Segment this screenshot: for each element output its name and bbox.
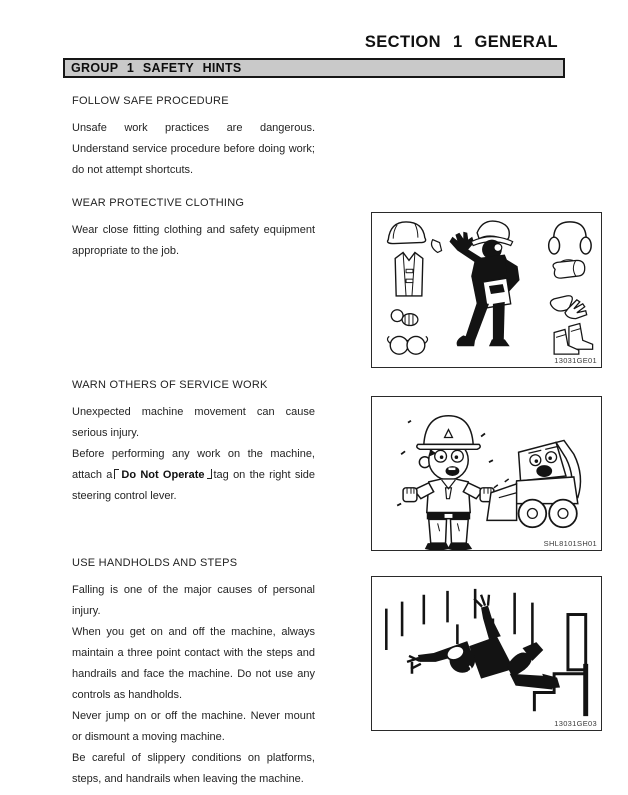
section-paragraph: Falling is one of the major causes of personal injury.	[72, 584, 315, 617]
section-heading: USE HANDHOLDS AND STEPS	[72, 557, 238, 569]
worker-figure	[431, 221, 519, 346]
section-heading: WARN OTHERS OF SERVICE WORK	[72, 379, 268, 391]
protective-pad-icon	[553, 260, 585, 278]
section-wear-protective-clothing	[72, 197, 315, 262]
figure-caption: 13031GE01	[554, 356, 597, 365]
figure-protective-clothing	[371, 212, 602, 368]
group-title-bar	[63, 58, 565, 78]
close-corner-bracket	[207, 469, 212, 479]
safety-vest-icon	[395, 252, 423, 295]
paragraph-text: tag on the right side steering control lever.	[72, 469, 316, 502]
warn-others-illustration	[372, 397, 601, 550]
section-paragraph: When you get on and off the machine, always maintain a three point contact with the steps and handrails and face the machine. Do not use any controls as handholds.	[72, 626, 315, 701]
warning-worker-figure	[397, 416, 494, 550]
ear-muffs-icon	[549, 222, 591, 254]
section-follow-safe-procedure	[72, 95, 315, 181]
section-paragraph: Unexpected machine movement can cause serious injury.	[72, 406, 315, 439]
boots-icon	[554, 324, 593, 355]
protective-clothing-illustration	[372, 213, 601, 367]
section-paragraph: Be careful of slippery conditions on platforms, steps, and handrails when leaving the machine.	[72, 752, 315, 785]
page-title: SECTION 1 GENERAL	[364, 33, 558, 51]
figure-caption: 13031GE03	[554, 719, 597, 728]
figure-warn-others	[371, 396, 602, 551]
machine-frame	[534, 615, 585, 717]
gloves-icon	[550, 296, 586, 319]
goggles-icon	[388, 336, 428, 354]
group-title: GROUP 1 SAFETY HINTS	[71, 61, 242, 75]
hard-hat-icon	[388, 222, 426, 244]
section-heading: FOLLOW SAFE PROCEDURE	[72, 95, 229, 107]
section-paragraph: Never jump on or off the machine. Never mount or dismount a moving machine.	[72, 710, 315, 743]
section-paragraph: Wear close fitting clothing and safety equipment appropriate to the job.	[72, 224, 315, 257]
section-warn-others	[72, 379, 315, 507]
open-corner-bracket	[114, 469, 119, 479]
ear-plugs-icon	[391, 310, 418, 326]
falling-person-figure	[407, 595, 560, 690]
section-heading: WEAR PROTECTIVE CLOTHING	[72, 197, 245, 209]
figure-caption: SHL8101SH01	[543, 539, 597, 548]
falling-person-illustration	[372, 577, 601, 730]
paragraph-text: Before performing any work on the machine, attach a	[72, 448, 315, 481]
skid-steer-loader-figure	[487, 440, 581, 527]
figure-falling-person	[371, 576, 602, 731]
section-paragraph: Unsafe work practices are dangerous. Understand service procedure before doing work; do not attempt shortcuts.	[72, 122, 315, 176]
section-use-handholds	[72, 557, 315, 790]
do-not-operate-tag-text: Do Not Operate	[121, 469, 205, 481]
section-paragraph	[72, 444, 315, 507]
